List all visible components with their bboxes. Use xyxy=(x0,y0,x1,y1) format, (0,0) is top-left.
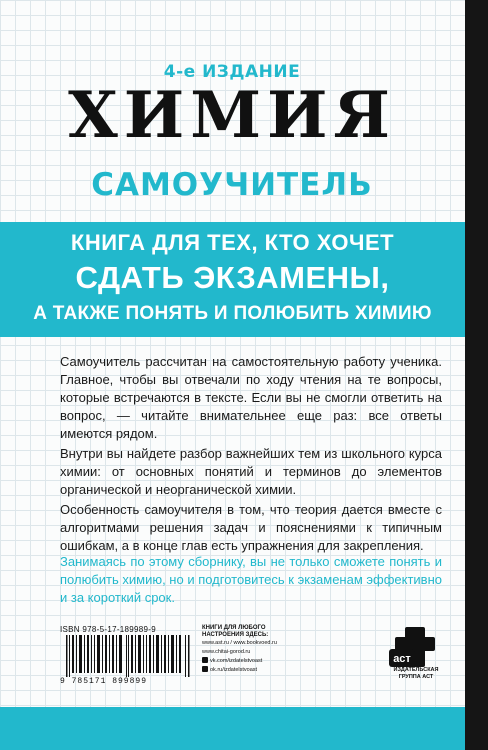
description-paragraph-3: Особенность самоучителя в том, что теория дается вместе с алгоритмами решения задач и пояснениями к типичным ошибкам, а в конце глав есть упражнения для закрепления. xyxy=(60,502,442,553)
bottom-accent-bar xyxy=(0,707,465,750)
shop-link-vk[interactable]: vk.com/izdatelstvoast xyxy=(202,657,322,666)
description-paragraph-highlight: Занимаясь по этому сборнику, вы не только сможете понять и полюбить химию, но и подготовитесь к экзаменам эффективно и за короткий срок. xyxy=(60,554,442,605)
tagline-line-2: СДАТЬ ЭКЗАМЕНЫ, xyxy=(75,260,390,295)
description-paragraph-2: Внутри вы найдете разбор важнейших тем из школьного курса химии: от основных понятий и терминов до элементов органической и неорганической химии. xyxy=(60,446,442,497)
shop-link-1[interactable]: www.ast.ru / www.bookvoed.ru xyxy=(202,640,277,646)
publisher-logo-letters: аст xyxy=(393,653,411,665)
shops-heading-1: КНИГИ ДЛЯ ЛЮБОГО xyxy=(202,625,266,631)
shop-link-ok[interactable]: ok.ru/izdatelstvoast xyxy=(202,666,322,675)
vk-icon xyxy=(202,657,208,663)
book-title: ХИМИЯ xyxy=(68,78,396,153)
barcode-icon xyxy=(66,635,190,677)
shops-info xyxy=(202,625,322,675)
tagline-line-3: А ТАКЖЕ ПОНЯТЬ И ПОЛЮБИТЬ ХИМИЮ xyxy=(33,303,432,324)
ok-icon xyxy=(202,666,208,672)
tagline-banner xyxy=(0,222,465,337)
barcode-number: 9 785171 899899 xyxy=(60,677,148,686)
book-subtitle: САМОУЧИТЕЛЬ xyxy=(91,167,373,203)
description-paragraph-1: Самоучитель рассчитан на самостоятельную работу ученика. Главное, чтобы вы отвечали по ходу чтения на те вопросы, которые встречаются в тексте. Если вы не смогли ответить на вопрос, — читайте внимательнее еще раз: все ответы имеются рядом. xyxy=(60,354,442,441)
isbn-number: ISBN 978-5-17-189989-9 xyxy=(60,625,156,634)
edition-label: 4-е ИЗДАНИЕ xyxy=(163,62,301,82)
isbn-barcode-block xyxy=(60,625,198,689)
shop-link-2[interactable]: www.chitai-gorod.ru xyxy=(202,649,251,655)
shops-heading-2: НАСТРОЕНИЯ ЗДЕСЬ: xyxy=(202,632,269,638)
tagline-line-1: КНИГА ДЛЯ ТЕХ, КТО ХОЧЕТ xyxy=(70,230,395,255)
publisher-name: ИЗДАТЕЛЬСКАЯ ГРУППА АСТ xyxy=(393,667,439,680)
book-spine xyxy=(465,0,488,750)
